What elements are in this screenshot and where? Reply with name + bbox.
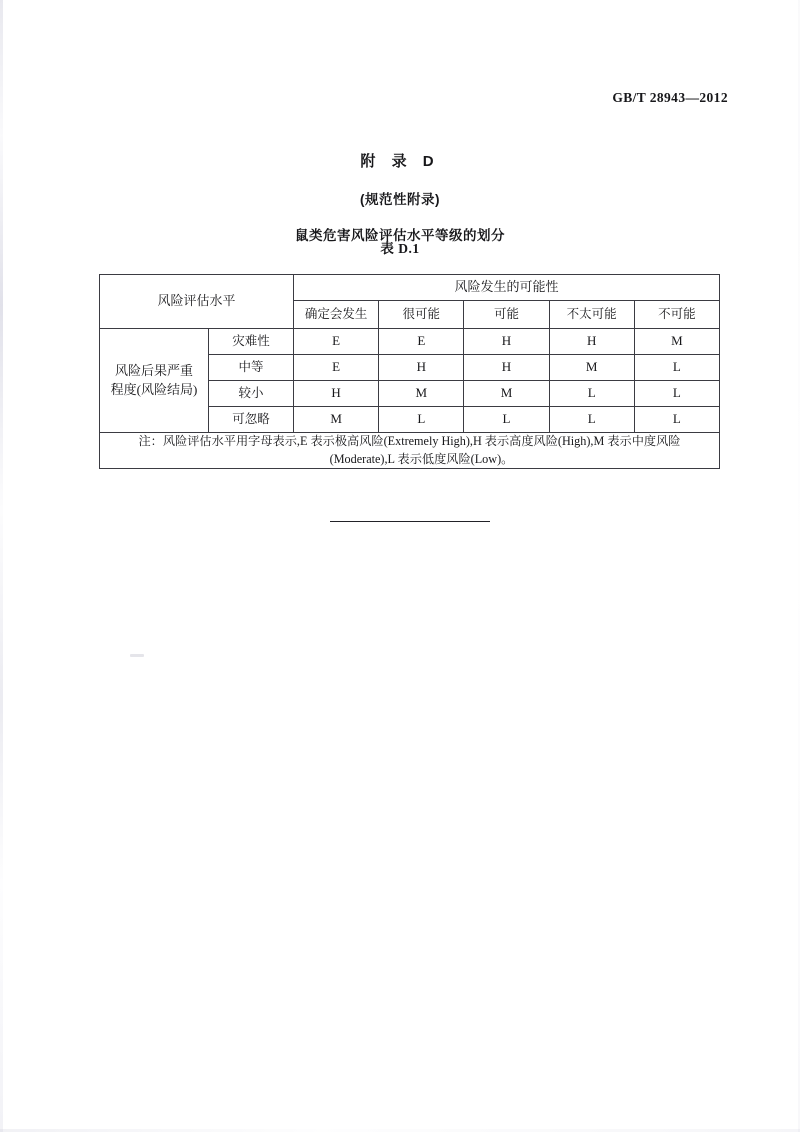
- risk-value-cell: M: [464, 381, 549, 407]
- risk-value-cell: M: [634, 329, 719, 355]
- risk-value-cell: M: [379, 381, 464, 407]
- risk-value-cell: L: [464, 407, 549, 433]
- risk-value-cell: L: [549, 407, 634, 433]
- severity-stub-line-2: 程度(风险结局): [110, 381, 198, 397]
- risk-value-cell: M: [549, 355, 634, 381]
- risk-value-cell: L: [634, 355, 719, 381]
- standard-number-header: GB/T 28943—2012: [612, 90, 728, 105]
- risk-value-cell: E: [294, 329, 379, 355]
- risk-value-cell: E: [379, 329, 464, 355]
- annex-title-block: [0, 150, 800, 244]
- risk-value-cell: M: [294, 407, 379, 433]
- table-note: [100, 433, 720, 469]
- table-header-probability-group: 风险发生的可能性: [294, 275, 720, 301]
- table-row: [100, 329, 720, 355]
- risk-value-cell: E: [294, 355, 379, 381]
- severity-level-moderate: 中等: [209, 355, 294, 381]
- risk-value-cell: L: [634, 407, 719, 433]
- risk-matrix-table-wrapper: [99, 274, 719, 469]
- annex-subject-title: 鼠类危害风险评估水平等级的划分: [295, 228, 505, 243]
- scan-speck-artifact: [130, 654, 144, 657]
- risk-value-cell: H: [464, 329, 549, 355]
- severity-level-negligible: 可忽略: [209, 407, 294, 433]
- risk-value-cell: L: [634, 381, 719, 407]
- risk-matrix-table: [99, 274, 720, 469]
- risk-value-cell: H: [464, 355, 549, 381]
- severity-stub-line-1: 风险后果严重: [114, 362, 193, 378]
- table-stub-severity-label: [100, 329, 209, 433]
- risk-value-cell: H: [549, 329, 634, 355]
- table-header-probability-certain: 确定会发生: [294, 301, 379, 329]
- section-end-rule: [330, 521, 490, 522]
- severity-level-catastrophic: 灾难性: [209, 329, 294, 355]
- table-header-probability-impossible: 不可能: [634, 301, 719, 329]
- table-header-risk-level: 风险评估水平: [100, 275, 294, 329]
- table-header-probability-very-likely: 很可能: [379, 301, 464, 329]
- risk-value-cell: H: [379, 355, 464, 381]
- severity-level-minor: 较小: [209, 381, 294, 407]
- risk-value-cell: L: [549, 381, 634, 407]
- risk-value-cell: H: [294, 381, 379, 407]
- annex-kind: (规范性附录): [360, 192, 440, 207]
- table-caption: 表 D.1: [380, 241, 420, 256]
- table-note-line-2: (Moderate),L 表示低度风险(Low)。: [329, 451, 514, 466]
- table-header-probability-possible: 可能: [464, 301, 549, 329]
- table-note-row: [100, 433, 720, 469]
- table-header-probability-unlikely: 不太可能: [549, 301, 634, 329]
- table-note-line-1: 注：风险评估水平用字母表示,E 表示极高风险(Extremely High),H 表示高度风险(High),M 表示中度风险: [138, 434, 681, 448]
- annex-label: 附 录 D: [360, 153, 440, 170]
- table-header-row-group: [100, 275, 720, 301]
- risk-value-cell: L: [379, 407, 464, 433]
